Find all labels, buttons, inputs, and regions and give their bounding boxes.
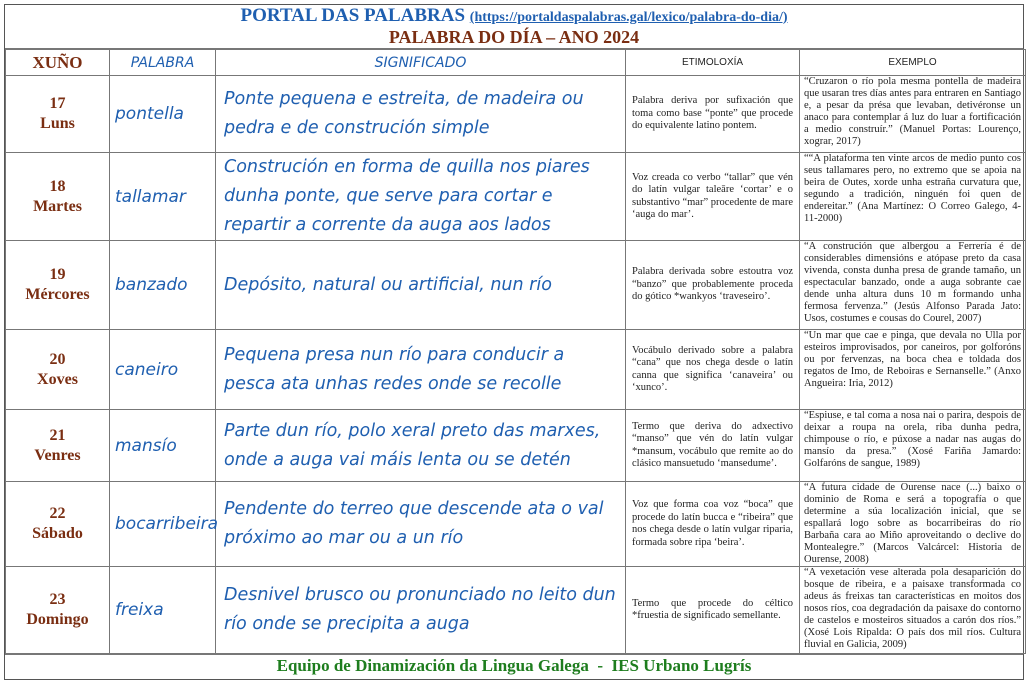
meaning-cell: Depósito, natural ou artificial, nun río (216, 241, 626, 330)
portal-url-link[interactable]: (https://portaldaspalabras.gal/lexico/palabra-do-dia/) (469, 10, 788, 25)
meaning-cell: Parte dun río, polo xeral preto das marxes, onde a auga vai máis lenta ou se detén (216, 410, 626, 482)
day-cell (6, 482, 110, 567)
header-title-line (5, 5, 1023, 27)
day-number: 19 (49, 266, 66, 283)
etymology-cell: Voz que forma coa voz “boca” que procede do latín bucca e “ribeira” que nos chega desde o latín vulgar riparia, formada sobre ripa ‘beira’. (626, 482, 800, 567)
example-cell: “Espiuse, e tal coma a nosa nai o parira, despois de deixar a roupa na orela, riba dunha pedra, chimpouse o río, e púxose a nadar nas augas do mansío da presa.” (Xosé Fariña Jamardo: Golfaróns de sangue, 1989) (800, 410, 1026, 482)
footer-school: IES Urbano Lugrís (611, 656, 752, 675)
table-row (6, 330, 1026, 410)
footer-separator: - (588, 656, 612, 675)
table-row (6, 76, 1026, 153)
day-name: Xoves (37, 370, 78, 388)
etymology-cell: Termo que deriva do adxectivo “manso” que vén do latín vulgar *mansum, vocábulo que remite ao do clásico mansuetudo ‘mansedume’. (626, 410, 800, 482)
table-row (6, 241, 1026, 330)
example-cell: ““A plataforma ten vinte arcos de medio punto cos seus tallamares pero, no extremo que se apoia na beira de Outes, xorde unha estraña curvatura que, segundo a tradición, ninguén foi quen de endereitar.” (Ana Martínez: O Correo Galego, 4-11-2000) (800, 153, 1026, 241)
etymology-cell: Palabra deriva por sufixación que toma como base “ponte” que procede do equivalente latino pontem. (626, 76, 800, 153)
day-cell (6, 410, 110, 482)
meaning-cell: Pendente do terreo que descende ata o val próximo ao mar ou a un río (216, 482, 626, 567)
table-row (6, 153, 1026, 241)
word-cell: mansío (110, 410, 216, 482)
word-cell: tallamar (110, 153, 216, 241)
word-cell: banzado (110, 241, 216, 330)
column-header-month: XUÑO (6, 50, 110, 76)
day-number: 21 (49, 426, 66, 444)
page-subtitle: PALABRA DO DÍA – ANO 2024 (388, 27, 640, 47)
table-row (6, 482, 1026, 567)
day-name: Venres (34, 446, 81, 464)
document-header (5, 5, 1023, 49)
etymology-cell: Palabra derivada sobre estoutra voz “banzo” que probablemente proceda do gótico *wankyos ‘traveseiro’. (626, 241, 800, 330)
column-header-etymology: ETIMOLOXÍA (626, 50, 800, 76)
table-header-row (6, 50, 1026, 76)
day-name: Luns (40, 115, 75, 132)
day-cell (6, 330, 110, 410)
word-cell: bocarribeira (110, 482, 216, 567)
meaning-cell: Ponte pequena e estreita, de madeira ou pedra e de construción simple (216, 76, 626, 153)
day-name: Mércores (25, 286, 90, 303)
table-row (6, 410, 1026, 482)
etymology-cell: Voz creada co verbo “tallar” que vén do latín vulgar taleāre ‘cortar’ e o substantivo “mar” procedente de mare ‘auga do mar’. (626, 153, 800, 241)
word-cell: freixa (110, 567, 216, 654)
day-cell (6, 76, 110, 153)
day-cell (6, 153, 110, 241)
example-cell: “A futura cidade de Ourense nace (...) baixo o dominio de Roma e será a topografía o que determine a súa localización inicial, que se espallará logo sobre as bocarribeiras do río Barbaña cara ao Miño aproveitando o declive do Montealegre.” (Marcos Valcárcel: Historia de Ourense, 2008) (800, 482, 1026, 567)
day-name: Sábado (32, 525, 83, 542)
footer-team: Equipo de Dinamización da Lingua Galega (276, 656, 589, 675)
portal-title: PORTAL DAS PALABRAS (240, 5, 466, 26)
day-cell (6, 241, 110, 330)
word-cell: caneiro (110, 330, 216, 410)
example-cell: “A construción que albergou a Ferrería é de considerables dimensións e atópase preto da casa vivenda, consta dunha presa de grande tamaño, un espectacular banzado, onde a auga sobrante cae dende unha altura duns 10 m formando unha fermosa fervenza.” (Jesús Alfonso Parada Jato: Usos, costumes e cousas do Courel, 2007) (800, 241, 1026, 330)
day-number: 17 (49, 95, 66, 112)
column-header-meaning: SIGNIFICADO (216, 50, 626, 76)
example-cell: “Cruzaron o río pola mesma pontella de madeira que usaran tres días antes para entraren en Santiago e, a pesar da présa que levaban, detivéronse un anaco para contemplar á luz do luar a fortificación a medio construír.” (Manuel Portas: Lourenço, xograr, 2017) (800, 76, 1026, 153)
column-header-example: EXEMPLO (800, 50, 1026, 76)
day-number: 23 (49, 591, 66, 608)
day-name: Martes (33, 197, 82, 215)
column-header-word: PALABRA (110, 50, 216, 76)
word-cell: pontella (110, 76, 216, 153)
etymology-cell: Vocábulo derivado sobre a palabra “cana” que nos chega desde o latín canna que significa ‘canaveira’ ou ‘xunco’. (626, 330, 800, 410)
example-cell: “A vexetación vese alterada pola desaparición do bosque de ribeira, e a paisaxe transformada co adeus ás freixas tan características en moitos dos nosos ríos, coa degradación da paisaxe do contorno de castelos e mosteiros situados a carón dos ríos.” (Xosé Lois Ripalda: O país dos mil ríos. Cultura fluvial en Galicia, 2009) (800, 567, 1026, 654)
meaning-cell: Desnivel brusco ou pronunciado no leito dun río onde se precipita a auga (216, 567, 626, 654)
day-cell (6, 567, 110, 654)
etymology-cell: Termo que procede do céltico *fruestia de significado semellante. (626, 567, 800, 654)
example-cell: “Un mar que cae e pinga, que devala no Ulla por esteiros improvisados, por caneiros, por golforóns ou por fervenzas, na boca chea e toldada dos regatos de Imo, de Reboiras e Sernanselle.” (Anxo Angueira: Iria, 2012) (800, 330, 1026, 410)
day-name: Domingo (26, 611, 89, 628)
word-table (5, 49, 1026, 654)
day-number: 18 (49, 177, 66, 195)
table-row (6, 567, 1026, 654)
document-page (4, 4, 1024, 680)
day-number: 22 (49, 505, 66, 522)
meaning-cell: Pequena presa nun río para conducir a pesca ata unhas redes onde se recolle (216, 330, 626, 410)
document-footer (5, 654, 1023, 677)
day-number: 20 (49, 350, 66, 368)
meaning-cell: Construción en forma de quilla nos piares dunha ponte, que serve para cortar e repartir a corrente da auga aos lados (216, 153, 626, 241)
